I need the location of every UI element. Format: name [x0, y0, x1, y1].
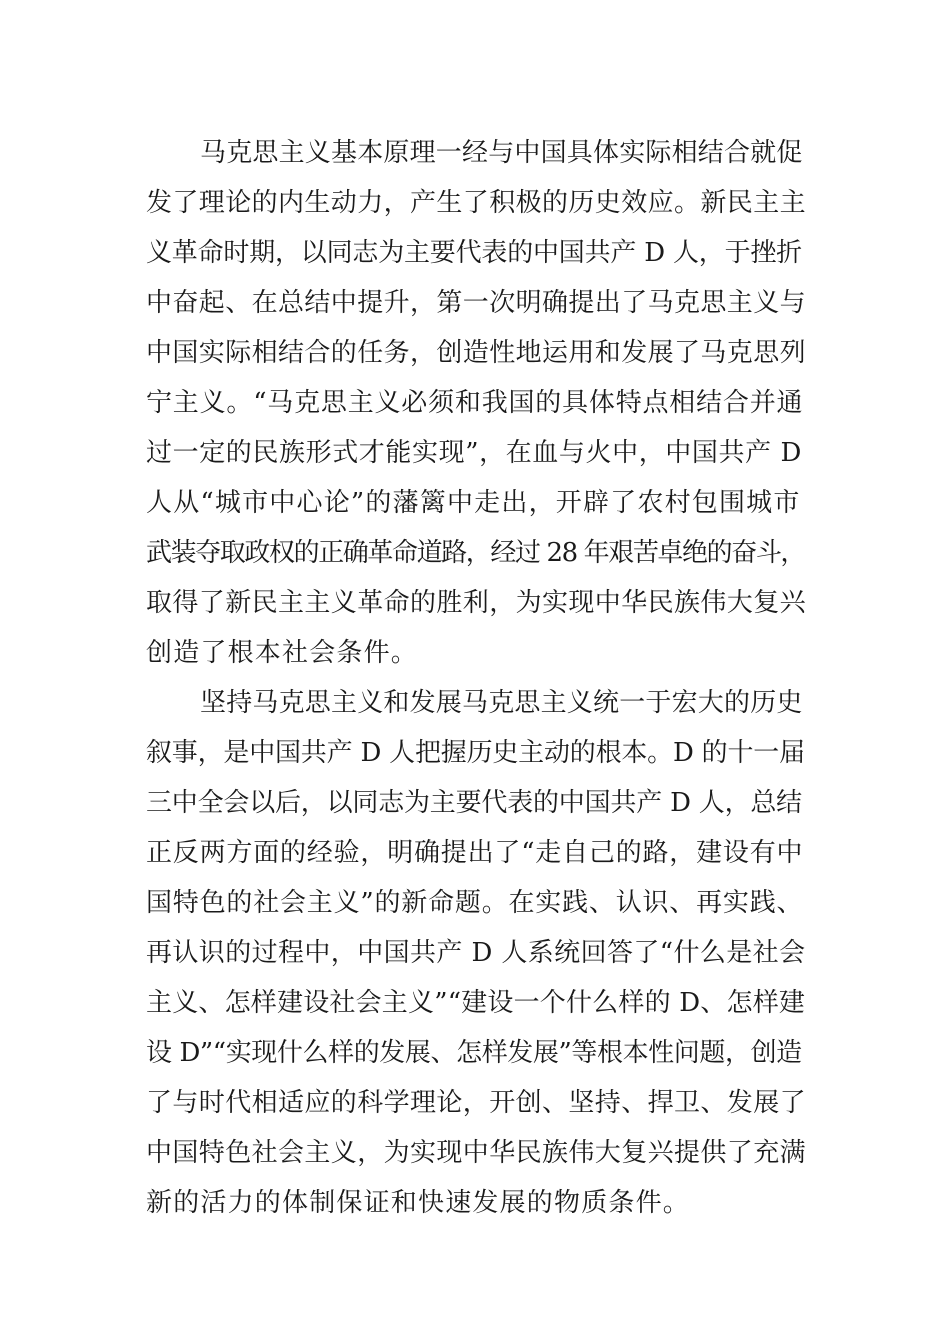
- paragraph-2: [146, 678, 806, 1228]
- text-line: 中国实际相结合的任务，创造性地运用和发展了马克思列: [146, 338, 807, 368]
- text-line: 国特色的社会主义”的新命题。在实践、认识、再实践、: [146, 888, 804, 918]
- text-line: 叙事，是中国共产 D 人把握历史主动的根本。D 的十一届: [146, 738, 805, 768]
- text-line: 新的活力的体制保证和快速发展的物质条件。: [146, 1188, 691, 1218]
- text-line: 义革命时期，以同志为主要代表的中国共产 D 人，于挫折: [146, 238, 802, 268]
- text-line: 三中全会以后，以同志为主要代表的中国共产 D 人，总结: [146, 788, 802, 818]
- text-line: 中国特色社会主义，为实现中华民族伟大复兴提供了充满: [146, 1138, 807, 1168]
- text-line: 取得了新民主主义革命的胜利，为实现中华民族伟大复兴: [146, 588, 807, 618]
- text-line: 武装夺取政权的正确革命道路，经过 28 年艰苦卓绝的奋斗，: [146, 538, 806, 568]
- text-line: 了与时代相适应的科学理论，开创、坚持、捍卫、发展了: [146, 1088, 807, 1118]
- paragraph-1: [146, 128, 806, 678]
- text-line: 再认识的过程中，中国共产 D 人系统回答了“什么是社会: [146, 938, 806, 968]
- text-line: 人从“城市中心论”的藩篱中走出，开辟了农村包围城市: [146, 488, 801, 518]
- text-line: 发了理论的内生动力，产生了积极的历史效应。新民主主: [146, 188, 807, 218]
- text-line: 马克思主义基本原理一经与中国具体实际相结合就促: [200, 138, 803, 168]
- text-line: 设 D”“实现什么样的发展、怎样发展”等根本性问题，创造: [146, 1038, 802, 1068]
- text-line: 宁主义。“马克思主义必须和我国的具体特点相结合并通: [146, 388, 804, 418]
- text-line: 中奋起、在总结中提升，第一次明确提出了马克思主义与: [146, 288, 807, 318]
- text-line: 正反两方面的经验，明确提出了“走自己的路，建设有中: [146, 838, 804, 868]
- text-line: 主义、怎样建设社会主义”“建设一个什么样的 D、怎样建: [146, 988, 806, 1018]
- text-line: 创造了根本社会条件。: [146, 638, 419, 668]
- text-line: 坚持马克思主义和发展马克思主义统一于宏大的历史: [200, 688, 803, 718]
- document-body: [146, 128, 806, 1228]
- text-line: 过一定的民族形式才能实现”，在血与火中，中国共产 D: [146, 438, 803, 468]
